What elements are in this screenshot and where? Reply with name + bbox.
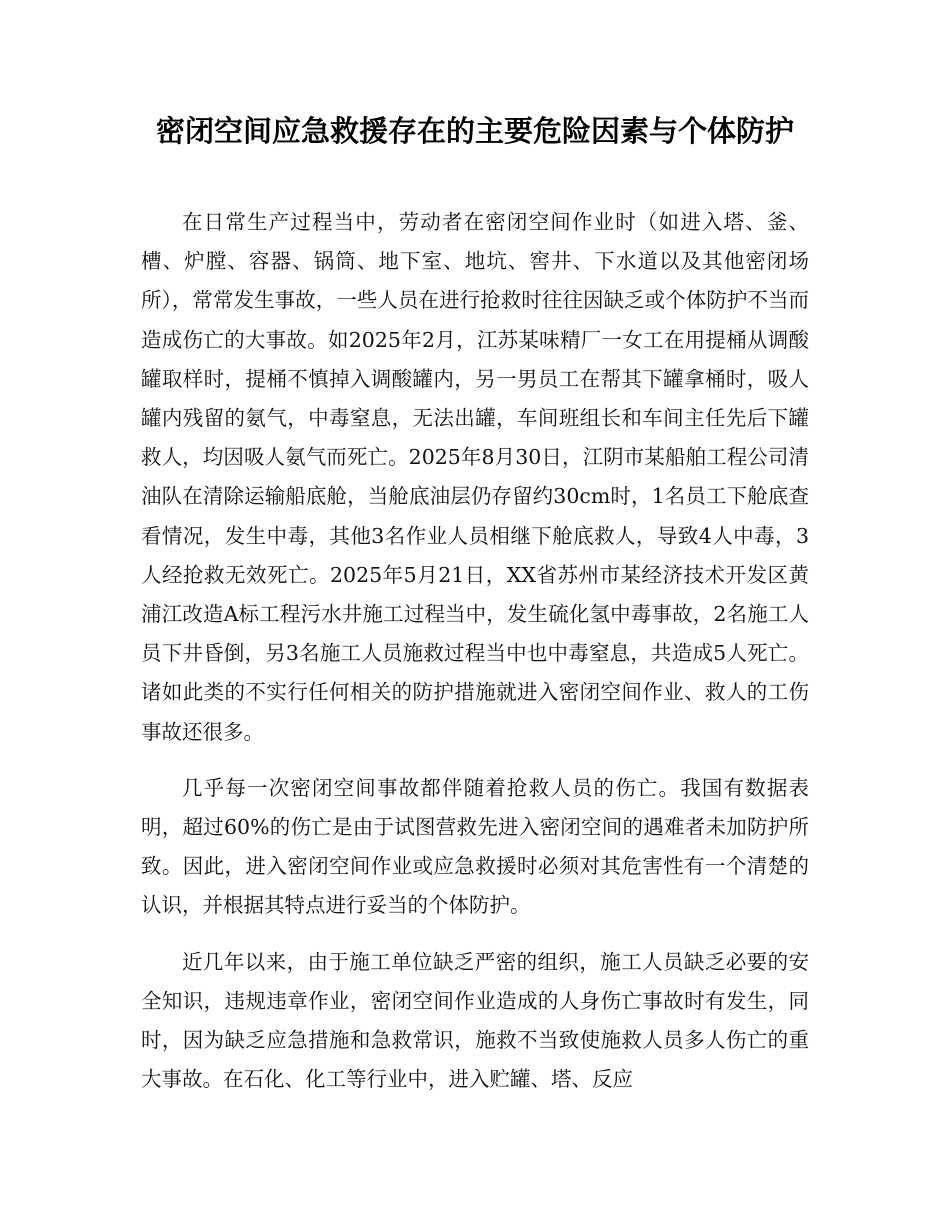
paragraph-recent-years: 近几年以来，由于施工单位缺乏严密的组织，施工人员缺乏必要的安全知识，违规违章作业，密闭空间作业造成的人身伤亡事故时有发生，同时，因为缺乏应急措施和急救常识，施救不当致使施救人员多人伤亡的重大事故。在石化、化工等行业中，进入贮罐、塔、反应	[141, 949, 809, 1092]
document-body	[141, 203, 809, 1116]
paragraph-incidents: 在日常生产过程当中，劳动者在密闭空间作业时（如进入塔、釜、槽、炉膛、容器、锅筒、地下室、地坑、窖井、下水道以及其他密闭场所），常常发生事故，一些人员在进行抢救时往往因缺乏或个体防护不当而造成伤亡的大事故。如2025年2月，江苏某味精厂一女工在用提桶从调酸罐取样时，提桶不慎掉入调酸罐内，另一男员工在帮其下罐拿桶时，吸人罐内残留的氨气，中毒窒息，无法出罐，车间班组长和车间主任先后下罐救人，均因吸人氨气而死亡。2025年8月30日，江阴市某船舶工程公司清油队在清除运输船底舱，当舱底油层仍存留约30cm时，1名员工下舱底查看情况，发生中毒，其他3名作业人员相继下舱底救人，导致4人中毒，3人经抢救无效死亡。2025年5月21日，XX省苏州市某经济技术开发区黄浦江改造A标工程污水井施工过程当中，发生硫化氢中毒事故，2名施工人员下井昏倒，另3名施工人员施救过程当中也中毒窒息，共造成5人死亡。诸如此类的不实行任何相关的防护措施就进入密闭空间作业、救人的工伤事故还很多。	[141, 210, 809, 744]
paragraph-statistics: 几乎每一次密闭空间事故都伴随着抢救人员的伤亡。我国有数据表明，超过60%的伤亡是由于试图营救先进入密闭空间的遇难者未加防护所致。因此，进入密闭空间作业或应急救援时必须对其危害性有一个清楚的认识，并根据其特点进行妥当的个体防护。	[141, 775, 809, 918]
document-title: 密闭空间应急救援存在的主要危险因素与个体防护	[155, 114, 794, 148]
